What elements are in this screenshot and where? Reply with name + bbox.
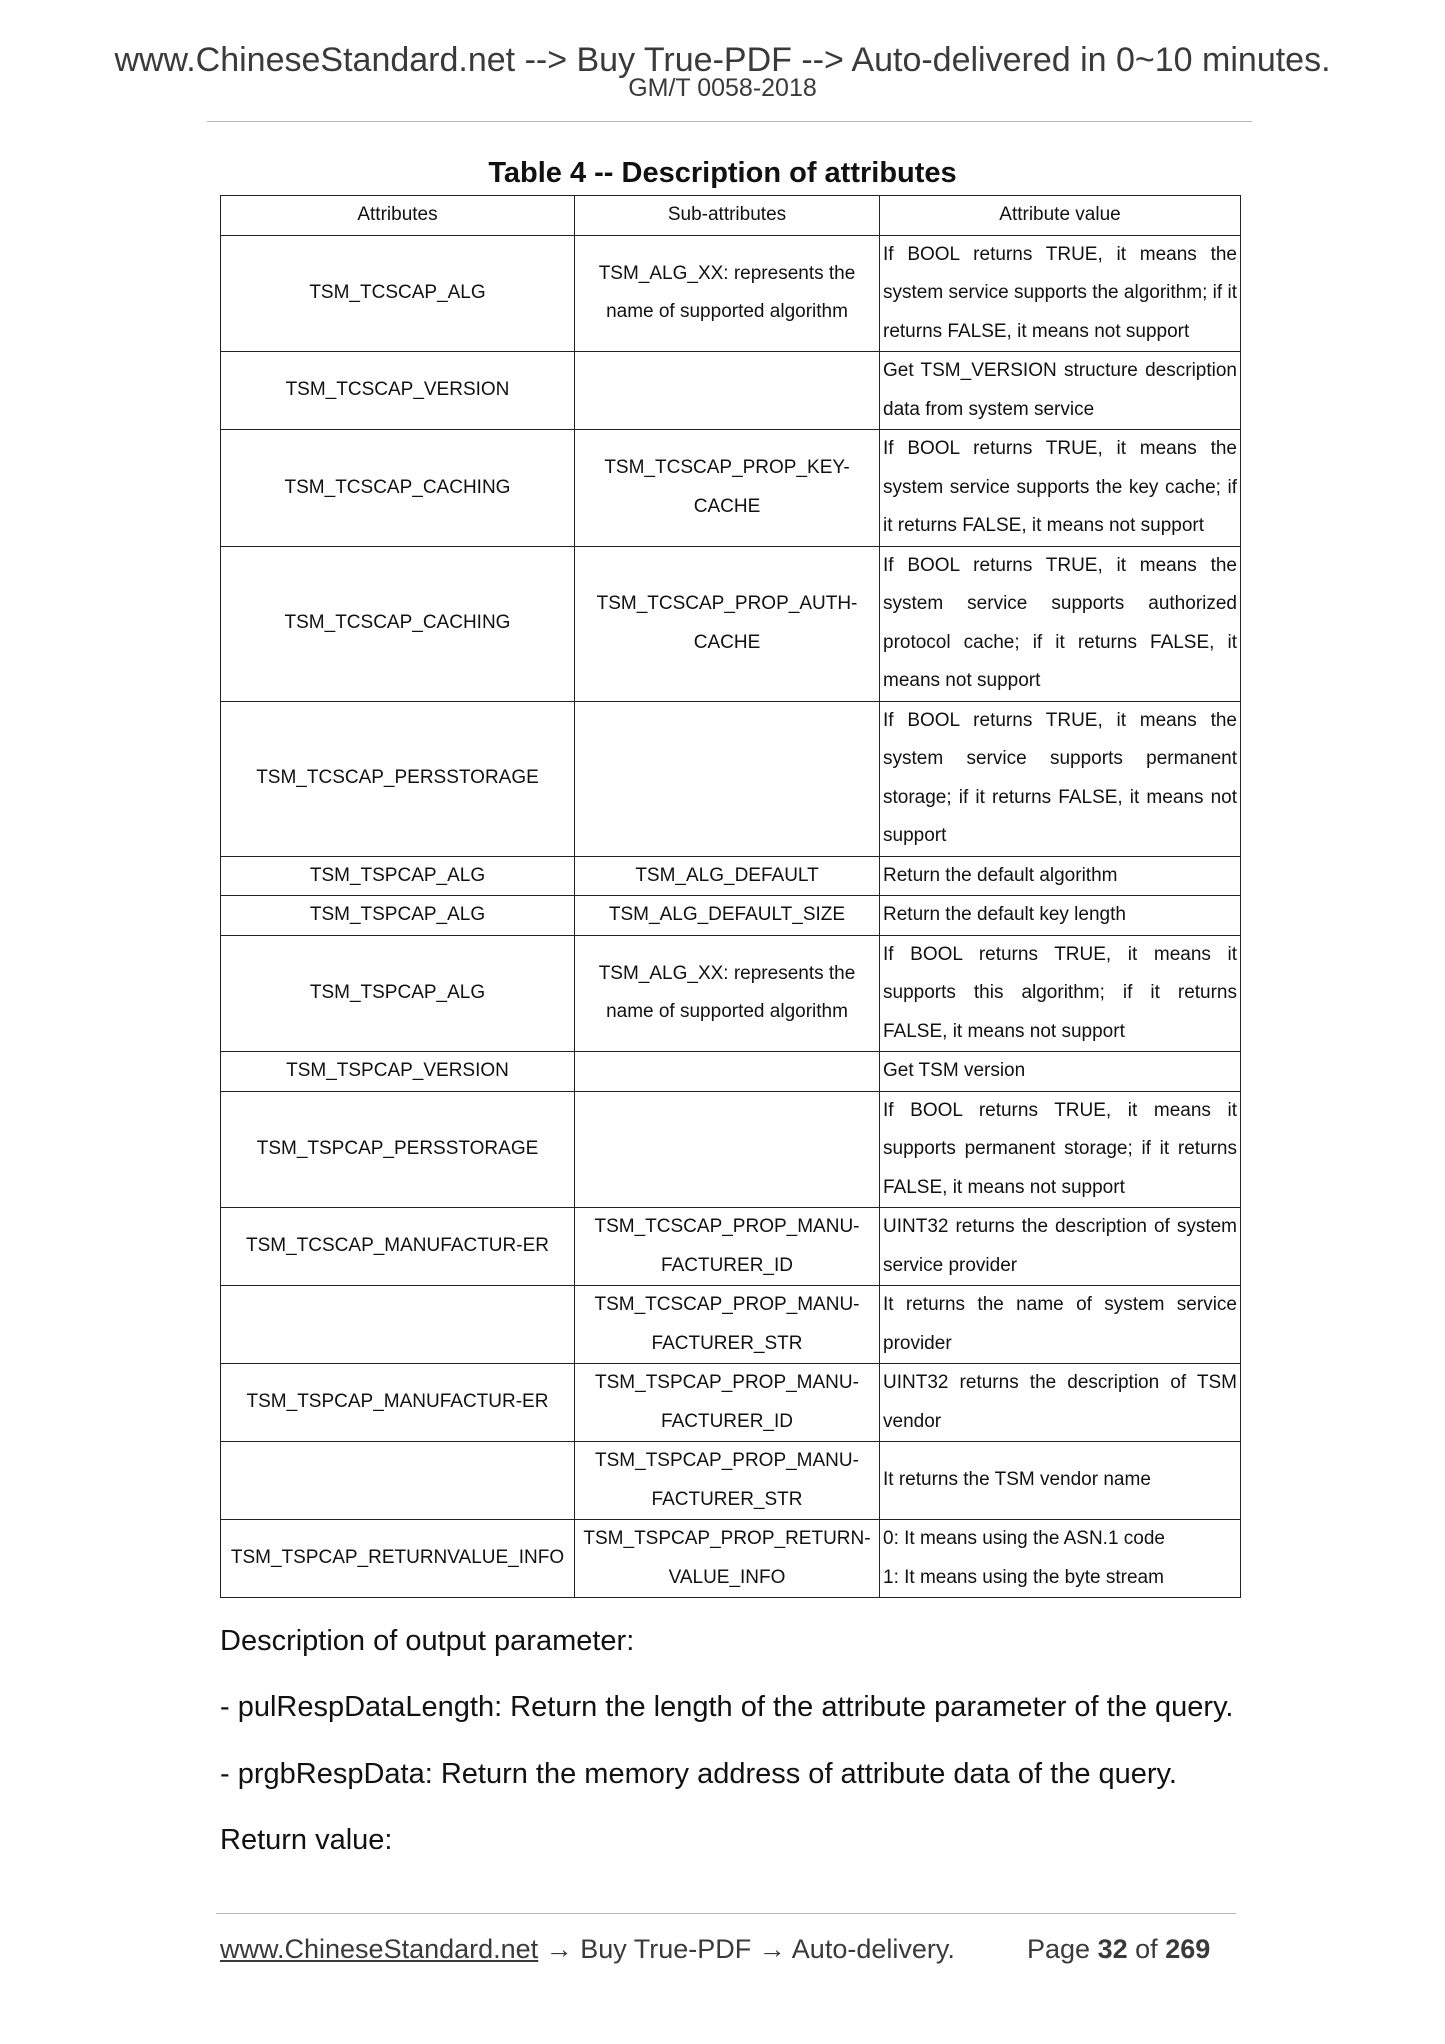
attribute-cell: TSM_TSPCAP_MANUFACTUR-ER bbox=[221, 1364, 575, 1442]
column-header-sub-attributes: Sub-attributes bbox=[575, 196, 880, 236]
table-row bbox=[221, 1208, 1241, 1286]
attribute-cell: TSM_TSPCAP_RETURNVALUE_INFO bbox=[221, 1520, 575, 1598]
attribute-value-cell: If BOOL returns TRUE, it means it supports permanent storage; if it returns FALSE, it means not support bbox=[880, 1091, 1241, 1208]
attribute-cell: TSM_TCSCAP_PERSSTORAGE bbox=[221, 701, 575, 856]
attribute-cell: TSM_TSPCAP_ALG bbox=[221, 856, 575, 896]
table-row bbox=[221, 701, 1241, 856]
return-value-heading: Return value: bbox=[220, 1824, 393, 1856]
attribute-cell bbox=[221, 1442, 575, 1520]
table-row bbox=[221, 1091, 1241, 1208]
page-number: 32 bbox=[1097, 1934, 1128, 1964]
footer-buy-text: Buy True-PDF bbox=[580, 1934, 752, 1964]
page-indicator bbox=[1027, 1932, 1210, 1966]
document-id: GM/T 0058-2018 bbox=[628, 74, 817, 102]
arrow-right-icon: → bbox=[758, 1934, 786, 1964]
header-banner: www.ChineseStandard.net --> Buy True-PDF --> Auto-delivered in 0~10 minutes. bbox=[114, 41, 1331, 79]
sub-attribute-cell: TSM_TSPCAP_PROP_RETURN-VALUE_INFO bbox=[575, 1520, 880, 1598]
table-row bbox=[221, 1052, 1241, 1092]
attribute-value-cell: Return the default key length bbox=[880, 896, 1241, 936]
sub-attribute-cell: TSM_ALG_XX: represents the name of supported algorithm bbox=[575, 235, 880, 352]
attribute-cell: TSM_TCSCAP_MANUFACTUR-ER bbox=[221, 1208, 575, 1286]
table-row bbox=[221, 1364, 1241, 1442]
attribute-value-cell: Return the default algorithm bbox=[880, 856, 1241, 896]
attribute-value-cell: It returns the name of system service provider bbox=[880, 1286, 1241, 1364]
footer-divider bbox=[216, 1913, 1236, 1914]
attribute-cell: TSM_TSPCAP_ALG bbox=[221, 935, 575, 1052]
attribute-cell: TSM_TCSCAP_CACHING bbox=[221, 546, 575, 701]
sub-attribute-cell bbox=[575, 1091, 880, 1208]
sub-attribute-cell: TSM_ALG_XX: represents the name of supported algorithm bbox=[575, 935, 880, 1052]
attribute-value-cell: If BOOL returns TRUE, it means the system service supports authorized protocol cache; if it returns FALSE, it means not support bbox=[880, 546, 1241, 701]
header-divider bbox=[207, 121, 1252, 122]
column-header-attribute-value: Attribute value bbox=[880, 196, 1241, 236]
table-row bbox=[221, 896, 1241, 936]
attribute-value-cell: If BOOL returns TRUE, it means the system service supports permanent storage; if it returns FALSE, it means not support bbox=[880, 701, 1241, 856]
output-parameter-heading: Description of output parameter: bbox=[220, 1625, 635, 1657]
page-total: 269 bbox=[1165, 1934, 1211, 1964]
attribute-cell: TSM_TSPCAP_PERSSTORAGE bbox=[221, 1091, 575, 1208]
attribute-cell: TSM_TCSCAP_CACHING bbox=[221, 430, 575, 547]
page-label: Page bbox=[1027, 1934, 1091, 1964]
attribute-cell: TSM_TSPCAP_ALG bbox=[221, 896, 575, 936]
table-title: Table 4 -- Description of attributes bbox=[488, 157, 957, 189]
sub-attribute-cell: TSM_TCSCAP_PROP_AUTH-CACHE bbox=[575, 546, 880, 701]
table-row bbox=[221, 352, 1241, 430]
attribute-value-cell: UINT32 returns the description of system service provider bbox=[880, 1208, 1241, 1286]
sub-attribute-cell bbox=[575, 352, 880, 430]
footer-line bbox=[220, 1932, 955, 1966]
attribute-value-cell: It returns the TSM vendor name bbox=[880, 1442, 1241, 1520]
table-row bbox=[221, 1286, 1241, 1364]
sub-attribute-cell bbox=[575, 1052, 880, 1092]
sub-attribute-cell: TSM_TCSCAP_PROP_MANU-FACTURER_ID bbox=[575, 1208, 880, 1286]
table-header-row bbox=[221, 196, 1241, 236]
attribute-cell: TSM_TSPCAP_VERSION bbox=[221, 1052, 575, 1092]
attribute-cell: TSM_TCSCAP_VERSION bbox=[221, 352, 575, 430]
output-parameter-item: - pulRespDataLength: Return the length of the attribute parameter of the query. bbox=[220, 1691, 1234, 1723]
sub-attribute-cell: TSM_ALG_DEFAULT_SIZE bbox=[575, 896, 880, 936]
sub-attribute-cell: TSM_TSPCAP_PROP_MANU-FACTURER_STR bbox=[575, 1442, 880, 1520]
sub-attribute-cell: TSM_TSPCAP_PROP_MANU-FACTURER_ID bbox=[575, 1364, 880, 1442]
output-parameter-item: - prgbRespData: Return the memory address of attribute data of the query. bbox=[220, 1758, 1177, 1790]
table-row bbox=[221, 856, 1241, 896]
sub-attribute-cell bbox=[575, 701, 880, 856]
table-row bbox=[221, 935, 1241, 1052]
column-header-attributes: Attributes bbox=[221, 196, 575, 236]
table-row bbox=[221, 235, 1241, 352]
sub-attribute-cell: TSM_TCSCAP_PROP_KEY-CACHE bbox=[575, 430, 880, 547]
arrow-right-icon: → bbox=[545, 1934, 573, 1964]
attribute-value-cell: If BOOL returns TRUE, it means the system service supports the key cache; if it returns FALSE, it means not support bbox=[880, 430, 1241, 547]
attribute-value-cell: 0: It means using the ASN.1 code 1: It means using the byte stream bbox=[880, 1520, 1241, 1598]
attribute-value-cell: Get TSM version bbox=[880, 1052, 1241, 1092]
sub-attribute-cell: TSM_TCSCAP_PROP_MANU-FACTURER_STR bbox=[575, 1286, 880, 1364]
attributes-table bbox=[220, 195, 1241, 1598]
table-row bbox=[221, 1520, 1241, 1598]
attribute-cell bbox=[221, 1286, 575, 1364]
table-row bbox=[221, 1442, 1241, 1520]
table-row bbox=[221, 430, 1241, 547]
footer-site-link[interactable]: www.ChineseStandard.net bbox=[220, 1934, 539, 1964]
attribute-value-cell: Get TSM_VERSION structure description data from system service bbox=[880, 352, 1241, 430]
attribute-cell: TSM_TCSCAP_ALG bbox=[221, 235, 575, 352]
attribute-value-cell: UINT32 returns the description of TSM vendor bbox=[880, 1364, 1241, 1442]
footer-delivery-text: Auto-delivery. bbox=[791, 1934, 955, 1964]
page-of-label: of bbox=[1135, 1934, 1158, 1964]
table-row bbox=[221, 546, 1241, 701]
attribute-value-cell: If BOOL returns TRUE, it means the system service supports the algorithm; if it returns FALSE, it means not support bbox=[880, 235, 1241, 352]
sub-attribute-cell: TSM_ALG_DEFAULT bbox=[575, 856, 880, 896]
attribute-value-cell: If BOOL returns TRUE, it means it supports this algorithm; if it returns FALSE, it means not support bbox=[880, 935, 1241, 1052]
